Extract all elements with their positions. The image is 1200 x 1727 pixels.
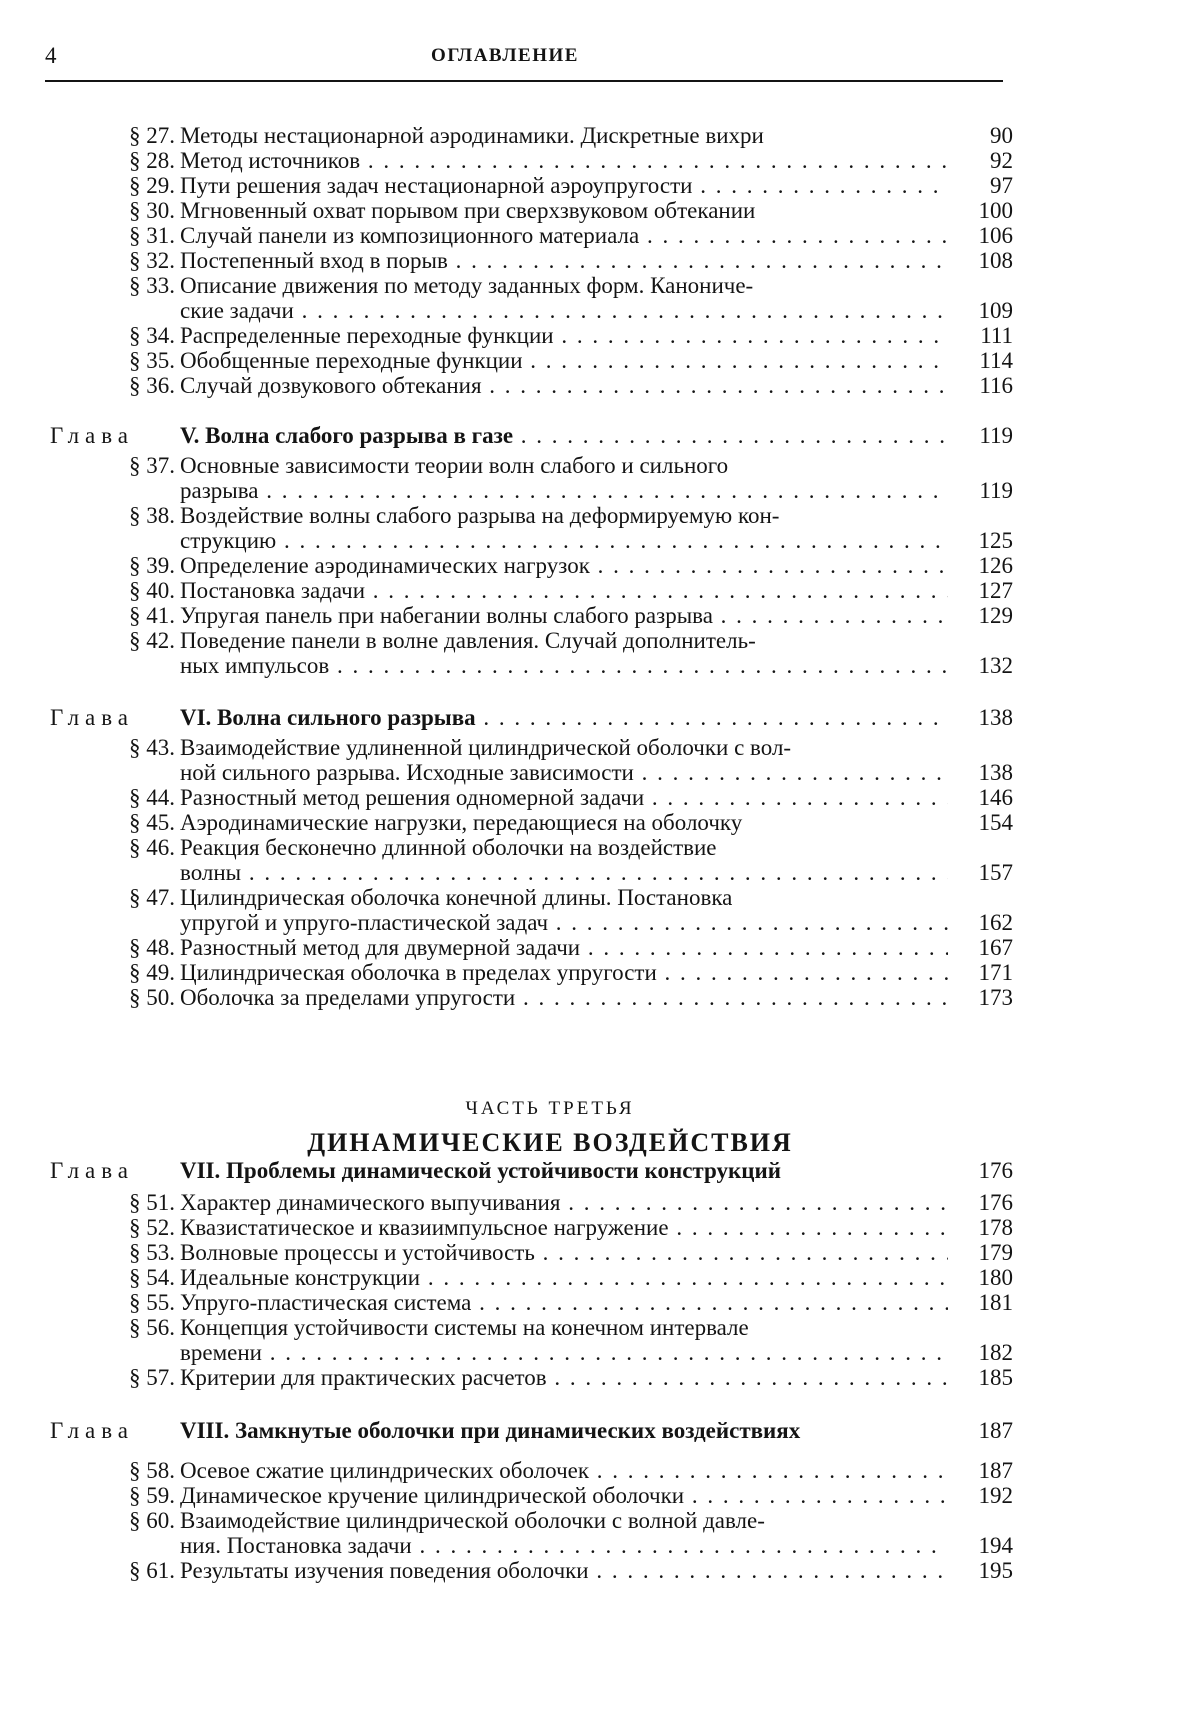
- toc-row: [0, 1315, 1200, 1341]
- section-number: § 58.: [129, 1458, 175, 1483]
- toc-row: [0, 1508, 1200, 1534]
- chapter-title: V. Волна слабого разрыва в газе . . .: [180, 423, 948, 449]
- page-ref: 176: [978, 1158, 1013, 1183]
- page-ref: 180: [978, 1265, 1013, 1290]
- toc-row: [0, 985, 1200, 1011]
- page-ref: 119: [979, 478, 1013, 503]
- section-title: Оболочка за пределами упругости . . .: [180, 985, 948, 1011]
- toc-row: [0, 1340, 1200, 1366]
- toc-chapter-row: [0, 423, 1200, 449]
- toc-row: [0, 273, 1200, 299]
- page-ref: 126: [978, 553, 1013, 578]
- section-title: Постепенный вход в порыв . . .: [180, 248, 948, 274]
- section-number: § 35.: [129, 348, 175, 373]
- page-ref: 179: [978, 1240, 1013, 1265]
- section-title: Критерии для практических расчетов . . .: [180, 1365, 948, 1391]
- toc-row: [0, 735, 1200, 761]
- section-number: § 60.: [129, 1508, 175, 1533]
- toc-row: [0, 885, 1200, 911]
- page-ref: 187: [978, 1418, 1013, 1443]
- section-number: § 30.: [129, 198, 175, 223]
- page-ref: 178: [978, 1215, 1013, 1240]
- section-title: Упругая панель при набегании волны слабого разрыва . . .: [180, 603, 948, 629]
- section-title: Концепция устойчивости системы на конечном интервале: [180, 1315, 749, 1340]
- page-ref: 108: [978, 248, 1013, 273]
- section-number: § 37.: [129, 453, 175, 478]
- page-ref: 182: [978, 1340, 1013, 1365]
- section-title: Случай панели из композиционного материала . . .: [180, 223, 948, 249]
- toc-row: [0, 785, 1200, 811]
- page-ref: 127: [978, 578, 1013, 603]
- section-title: Случай дозвукового обтекания . . .: [180, 373, 948, 399]
- section-number: § 34.: [129, 323, 175, 348]
- section-number: § 43.: [129, 735, 175, 760]
- page-ref: 90: [990, 123, 1013, 148]
- section-title: Квазистатическое и квазиимпульсное нагружение . . .: [180, 1215, 948, 1241]
- toc-chapter-row: [0, 1418, 1200, 1444]
- section-number: § 39.: [129, 553, 175, 578]
- section-number: § 50.: [129, 985, 175, 1010]
- section-number: § 45.: [129, 810, 175, 835]
- toc-row: [0, 1558, 1200, 1584]
- page-ref: 185: [978, 1365, 1013, 1390]
- section-title: Воздействие волны слабого разрыва на деформируемую кон-: [180, 503, 780, 528]
- page-ref: 167: [978, 935, 1013, 960]
- chapter-label: Глава: [50, 423, 135, 448]
- page-ref: 106: [978, 223, 1013, 248]
- section-number: § 61.: [129, 1558, 175, 1583]
- page-ref: 109: [978, 298, 1013, 323]
- section-title: Основные зависимости теории волн слабого и сильного: [180, 453, 729, 478]
- toc-row: [0, 1458, 1200, 1484]
- page-ref: 138: [978, 705, 1013, 730]
- section-title: времени . . .: [180, 1340, 948, 1366]
- page-ref: 146: [978, 785, 1013, 810]
- chapter-label: Глава: [50, 705, 135, 730]
- section-title: Результаты изучения поведения оболочки . . .: [180, 1558, 948, 1584]
- page-ref: 154: [978, 810, 1013, 835]
- section-number: § 54.: [129, 1265, 175, 1290]
- section-number: § 44.: [129, 785, 175, 810]
- section-number: § 28.: [129, 148, 175, 173]
- page-ref: 157: [978, 860, 1013, 885]
- section-title: Разностный метод для двумерной задачи . . .: [180, 935, 948, 961]
- section-title: Упруго-пластическая система . . .: [180, 1290, 948, 1316]
- toc-row: [0, 528, 1200, 554]
- section-number: § 32.: [129, 248, 175, 273]
- chapter-title: VI. Волна сильного разрыва . . .: [180, 705, 948, 731]
- header-rule: [45, 80, 1003, 82]
- section-title: Распределенные переходные функции . . .: [180, 323, 948, 349]
- page-ref: 195: [978, 1558, 1013, 1583]
- toc-row: [0, 323, 1200, 349]
- section-title: разрыва . . .: [180, 478, 948, 504]
- toc-row: [0, 860, 1200, 886]
- toc-row: [0, 348, 1200, 374]
- section-title: ские задачи . . .: [180, 298, 948, 324]
- part-title: ДИНАМИЧЕСКИЕ ВОЗДЕЙСТВИЯ: [307, 1128, 793, 1157]
- page-ref: 187: [978, 1458, 1013, 1483]
- section-title: ных импульсов . . .: [180, 653, 948, 679]
- section-number: § 51.: [129, 1190, 175, 1215]
- toc-row: [0, 603, 1200, 629]
- toc-row: [0, 1365, 1200, 1391]
- section-number: § 59.: [129, 1483, 175, 1508]
- toc-row: [0, 578, 1200, 604]
- section-number: § 31.: [129, 223, 175, 248]
- toc-row: [0, 198, 1200, 224]
- toc-row: [0, 373, 1200, 399]
- section-title: Волновые процессы и устойчивость . . .: [180, 1240, 948, 1266]
- section-number: § 33.: [129, 273, 175, 298]
- toc-row: [0, 248, 1200, 274]
- toc-chapter-row: [0, 705, 1200, 731]
- section-title: Аэродинамические нагрузки, передающиеся на оболочку: [180, 810, 743, 835]
- toc-row: [0, 1215, 1200, 1241]
- section-title: Описание движения по методу заданных форм. Канониче-: [180, 273, 754, 298]
- section-title: Метод источников . . .: [180, 148, 948, 174]
- section-title: Взаимодействие удлиненной цилиндрической оболочки с вол-: [180, 735, 792, 760]
- toc-row: [0, 503, 1200, 529]
- section-title: Осевое сжатие цилиндрических оболочек . . .: [180, 1458, 948, 1484]
- section-number: § 29.: [129, 173, 175, 198]
- page-number: 4: [45, 43, 57, 68]
- section-title: ния. Постановка задачи . . .: [180, 1533, 948, 1559]
- chapter-title: VII. Проблемы динамической устойчивости конструкций: [180, 1158, 782, 1183]
- page-ref: 119: [979, 423, 1013, 448]
- toc-row: [0, 910, 1200, 936]
- section-title: волны . . .: [180, 860, 948, 886]
- page-ref: 138: [978, 760, 1013, 785]
- page-ref: 125: [978, 528, 1013, 553]
- section-number: § 38.: [129, 503, 175, 528]
- toc-row: [0, 1190, 1200, 1216]
- section-title: струкцию . . .: [180, 528, 948, 554]
- page-ref: 100: [978, 198, 1013, 223]
- section-title: Динамическое кручение цилиндрической оболочки . . .: [180, 1483, 948, 1509]
- section-title: Цилиндрическая оболочка в пределах упругости . . .: [180, 960, 948, 986]
- page-ref: 97: [990, 173, 1013, 198]
- section-title: Реакция бесконечно длинной оболочки на воздействие: [180, 835, 717, 860]
- toc-row: [0, 298, 1200, 324]
- page-ref: 92: [990, 148, 1013, 173]
- section-number: § 53.: [129, 1240, 175, 1265]
- toc-chapter-row: [0, 1158, 1200, 1184]
- section-title: Разностный метод решения одномерной задачи . . .: [180, 785, 948, 811]
- page-ref: 181: [978, 1290, 1013, 1315]
- toc-row: [0, 223, 1200, 249]
- toc-row: [0, 478, 1200, 504]
- section-title: Методы нестационарной аэродинамики. Дискретные вихри: [180, 123, 764, 148]
- page-ref: 176: [978, 1190, 1013, 1215]
- toc-row: [0, 935, 1200, 961]
- toc-row: [0, 835, 1200, 861]
- toc-row: [0, 960, 1200, 986]
- toc-row: [0, 810, 1200, 836]
- toc-row: [0, 1265, 1200, 1291]
- toc-row: [0, 1483, 1200, 1509]
- section-number: § 57.: [129, 1365, 175, 1390]
- section-number: § 46.: [129, 835, 175, 860]
- page-ref: 114: [979, 348, 1013, 373]
- toc-row: [0, 653, 1200, 679]
- page-ref: 173: [978, 985, 1013, 1010]
- section-number: § 52.: [129, 1215, 175, 1240]
- section-title: Цилиндрическая оболочка конечной длины. Постановка: [180, 885, 733, 910]
- page-ref: 132: [978, 653, 1013, 678]
- section-title: Мгновенный охват порывом при сверхзвуковом обтекании: [180, 198, 756, 223]
- part-label: ЧАСТЬ ТРЕТЬЯ: [465, 1098, 635, 1119]
- page-ref: 192: [978, 1483, 1013, 1508]
- toc-row: [0, 1533, 1200, 1559]
- toc-row: [0, 123, 1200, 149]
- section-number: § 49.: [129, 960, 175, 985]
- section-number: § 47.: [129, 885, 175, 910]
- section-number: § 48.: [129, 935, 175, 960]
- section-number: § 42.: [129, 628, 175, 653]
- chapter-label: Глава: [50, 1158, 135, 1183]
- chapter-label: Глава: [50, 1418, 135, 1443]
- page-ref: 194: [978, 1533, 1013, 1558]
- toc-row: [0, 453, 1200, 479]
- section-title: Характер динамического выпучивания . . .: [180, 1190, 948, 1216]
- section-number: § 55.: [129, 1290, 175, 1315]
- page-ref: 129: [978, 603, 1013, 628]
- chapter-title: VIII. Замкнутые оболочки при динамических воздействиях: [180, 1418, 801, 1443]
- section-title: Пути решения задач нестационарной аэроупругости . . .: [180, 173, 948, 199]
- running-head: ОГЛАВЛЕНИЕ: [431, 45, 579, 66]
- section-number: § 27.: [129, 123, 175, 148]
- page-ref: 116: [979, 373, 1013, 398]
- section-title: ной сильного разрыва. Исходные зависимости . . .: [180, 760, 948, 786]
- toc-row: [0, 173, 1200, 199]
- page-ref: 111: [980, 323, 1013, 348]
- toc-row: [0, 760, 1200, 786]
- section-title: Поведение панели в волне давления. Случай дополнитель-: [180, 628, 756, 653]
- page-ref: 171: [978, 960, 1013, 985]
- toc-row: [0, 628, 1200, 654]
- section-title: Идеальные конструкции . . .: [180, 1265, 948, 1291]
- section-number: § 56.: [129, 1315, 175, 1340]
- section-number: § 40.: [129, 578, 175, 603]
- toc-row: [0, 148, 1200, 174]
- toc-row: [0, 553, 1200, 579]
- toc-row: [0, 1290, 1200, 1316]
- section-title: Обобщенные переходные функции . . .: [180, 348, 948, 374]
- toc-row: [0, 1240, 1200, 1266]
- section-title: Взаимодействие цилиндрической оболочки с волной давле-: [180, 1508, 765, 1533]
- section-title: Определение аэродинамических нагрузок . . .: [180, 553, 948, 579]
- section-number: § 36.: [129, 373, 175, 398]
- page-ref: 162: [978, 910, 1013, 935]
- section-title: Постановка задачи . . .: [180, 578, 948, 604]
- section-title: упругой и упруго-пластической задач . . .: [180, 910, 948, 936]
- section-number: § 41.: [129, 603, 175, 628]
